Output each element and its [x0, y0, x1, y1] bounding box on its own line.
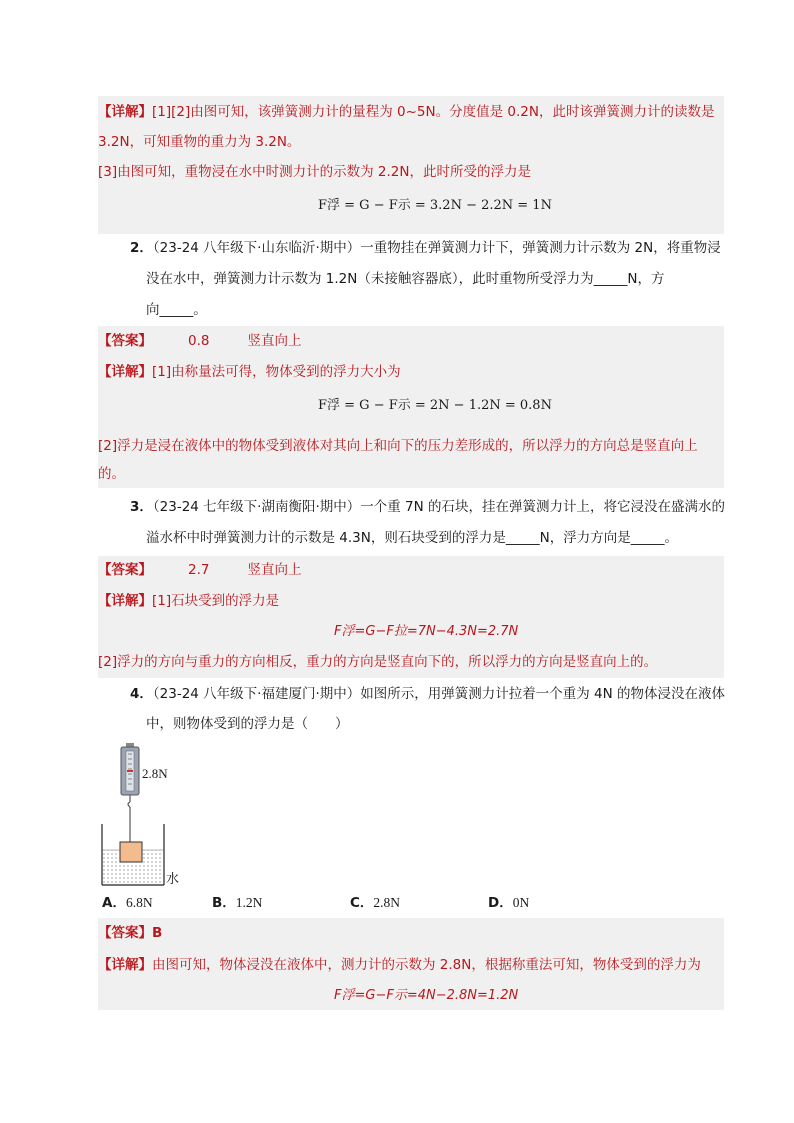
answer-value: B — [152, 925, 163, 941]
question-2-line-2: 没在水中，弹簧测力计示数为 1.2N（未接触容器底），此时重物所受浮力为_____N，方 — [146, 271, 665, 287]
question-text: （23-24 八年级下·福建厦门·期中）如图所示，用弹簧测力计拉着一个重为 4N 的物体浸没在液体 — [152, 686, 726, 702]
solution-block-2 — [98, 326, 724, 488]
submerged-object — [120, 842, 142, 862]
detail-line: [2]浮力的方向与重力的方向相反，重力的方向是竖直向下的，所以浮力的方向是竖直向上的。 — [98, 654, 658, 670]
question-4-line-1 — [130, 684, 725, 704]
question-number: 2． — [130, 240, 153, 256]
option-d[interactable] — [488, 893, 529, 913]
question-3-line-1 — [130, 497, 725, 517]
option-letter: B． — [212, 895, 236, 911]
scale-pointer — [127, 770, 133, 772]
detail-line: [3]由图可知，重物浸在水中时测力计的示数为 2.2N，此时所受的浮力是 — [98, 164, 531, 180]
question-text: （23-24 七年级下·湖南衡阳·期中）一个重 7N 的石块，挂在弹簧测力计上，将它浸没在盛满水的 — [152, 499, 726, 515]
formula: F浮 = G − F示 = 3.2N − 2.2N = 1N — [318, 198, 552, 213]
detail-line: 的。 — [98, 466, 125, 482]
detail-text: [1]由称量法可得，物体受到的浮力大小为 — [152, 364, 401, 380]
question-2-line-3: 向_____。 — [146, 302, 207, 318]
option-text: 0N — [512, 895, 530, 910]
detail-tag: 【详解】 — [98, 957, 152, 973]
detail-line — [98, 102, 714, 122]
solution-block-1 — [98, 96, 724, 234]
liquid-label: 水 — [166, 872, 180, 887]
answer-line — [98, 560, 301, 580]
answer-tag: 【答案】 — [98, 333, 152, 349]
answer-1: 0.8 — [188, 333, 210, 349]
answer-line — [98, 923, 162, 943]
question-4-line-2: 中，则物体受到的浮力是（ ） — [146, 716, 349, 732]
option-text: 6.8N — [125, 895, 153, 910]
detail-text: [1][2]由图可知，该弹簧测力计的量程为 0~5N。分度值是 0.2N，此时该弹簧测力计的读数是 — [152, 104, 715, 120]
question-number: 4． — [130, 686, 153, 702]
option-text: 2.8N — [373, 895, 401, 910]
question-text: （23-24 八年级下·山东临沂·期中）一重物挂在弹簧测力计下，弹簧测力计示数为 2N，将重物浸 — [152, 240, 721, 256]
option-letter: D． — [488, 895, 513, 911]
option-letter: C． — [350, 895, 374, 911]
answer-line — [98, 331, 301, 351]
answer-1: 2.7 — [188, 562, 210, 578]
answer-tag: 【答案】 — [98, 562, 152, 578]
question-number: 3． — [130, 499, 153, 515]
solution-block-4 — [98, 918, 724, 1010]
answer-tag: 【答案】 — [98, 925, 152, 941]
detail-line — [98, 362, 401, 382]
detail-text: [1]石块受到的浮力是 — [152, 593, 280, 609]
question-3-line-2: 溢水杯中时弹簧测力计的示数是 4.3N，则石块受到的浮力是_____N，浮力方向是_____。 — [146, 530, 678, 546]
detail-line: 3.2N，可知重物的重力为 3.2N。 — [98, 134, 301, 150]
detail-line — [98, 591, 279, 611]
formula: F浮 = G − F示 = 2N − 1.2N = 0.8N — [318, 398, 552, 413]
option-letter: A． — [102, 895, 126, 911]
option-text: 1.2N — [235, 895, 263, 910]
detail-tag: 【详解】 — [98, 104, 152, 120]
spring-scale-diagram — [98, 740, 198, 890]
detail-tag: 【详解】 — [98, 364, 152, 380]
detail-text: 由图可知，物体浸没在液体中，测力计的示数为 2.8N，根据称重法可知，物体受到的浮力为 — [152, 957, 701, 973]
answer-2: 竖直向上 — [247, 333, 302, 349]
answer-2: 竖直向上 — [247, 562, 302, 578]
option-c[interactable] — [350, 893, 400, 913]
option-a[interactable] — [102, 893, 153, 913]
option-b[interactable] — [212, 893, 262, 913]
question-2-line-1 — [130, 238, 721, 258]
detail-line — [98, 955, 701, 975]
formula: F浮=G−F示=4N−2.8N=1.2N — [334, 988, 519, 1003]
formula: F浮=G−F拉=7N−4.3N=2.7N — [334, 624, 519, 639]
solution-block-3 — [98, 556, 724, 678]
scale-reading: 2.8N — [142, 766, 168, 781]
hook-ring — [126, 743, 134, 747]
detail-line: [2]浮力是浸在液体中的物体受到液体对其向上和向下的压力差形成的，所以浮力的方向总是竖直向上 — [98, 438, 698, 454]
detail-tag: 【详解】 — [98, 593, 152, 609]
spring-scale-figure — [98, 740, 198, 890]
